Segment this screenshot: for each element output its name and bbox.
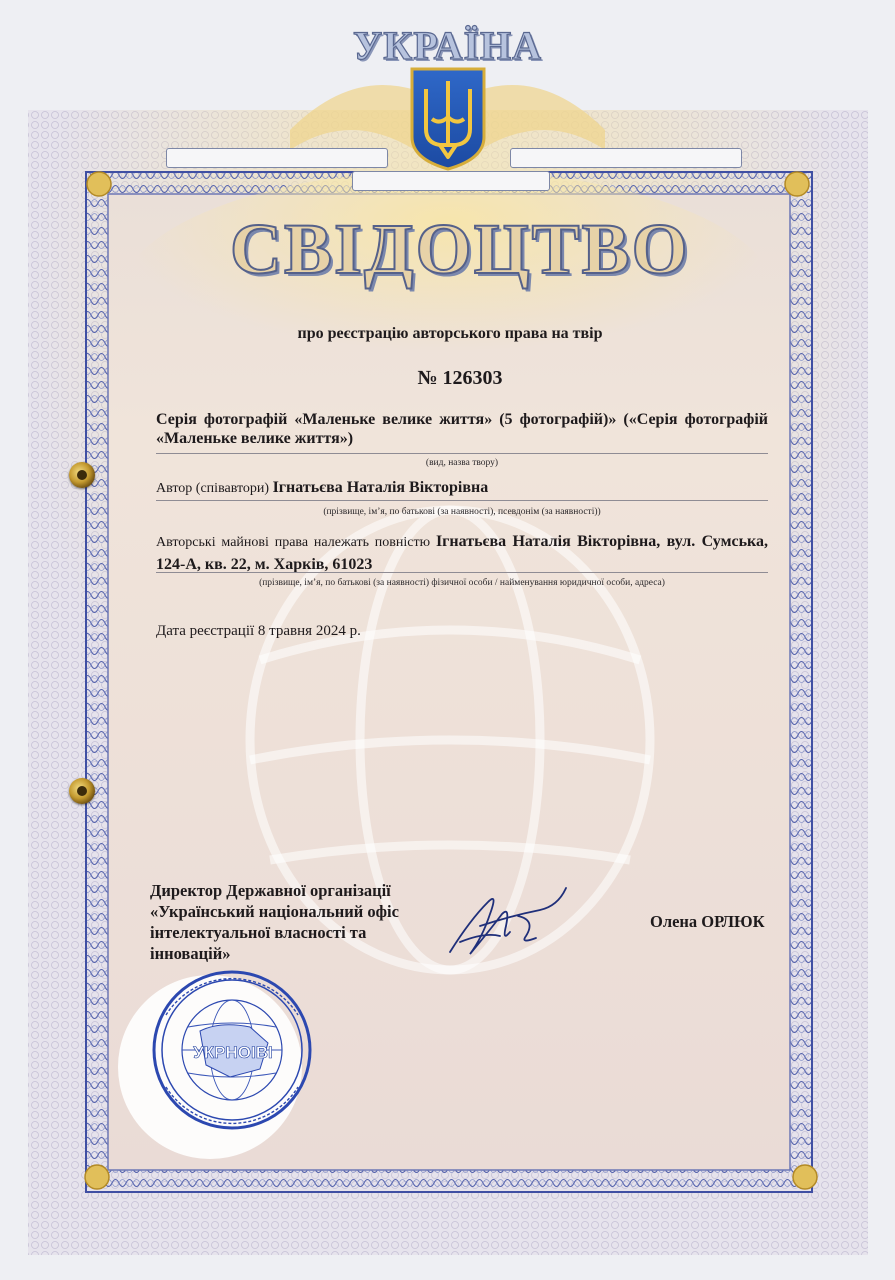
ribbon-tab-right [510, 148, 742, 168]
work-caption: (вид, назва твору) [425, 458, 499, 468]
signer-name: Олена ОРЛЮК [650, 912, 765, 931]
signature-icon [440, 880, 570, 965]
stamp-seal-icon [110, 965, 335, 1170]
country-name: УКРАЇНА [352, 23, 543, 68]
divider [156, 572, 768, 573]
certificate-number: № 126303 [417, 367, 503, 389]
owner-label: Авторські майнові права належать повністю [156, 535, 431, 550]
ribbon-tab-left [166, 148, 388, 168]
author-label: Автор (співавтори) [156, 481, 270, 496]
certificate-subtitle: про реєстрацію авторського права на твір [297, 325, 603, 342]
director-title: Директор Державної організації «Український національний офіс інтелектуальної власності та інновацій» [150, 881, 399, 963]
author-name: Ігнатьєва Наталія Вікторівна [272, 479, 489, 496]
certificate-title: СВІДОЦТВО [230, 209, 690, 289]
stamp-text: УКРНОІВІ [193, 1043, 273, 1062]
ribbon-tab-center [352, 171, 550, 191]
rights-owner [156, 531, 768, 577]
divider [156, 500, 768, 501]
rivet-bottom [69, 778, 95, 804]
work-title: Серія фотографій «Маленьке велике життя» (5 фотографій)» («Серія фотографій «Маленьке велике життя») [156, 411, 768, 447]
owner-value: Ігнатьєва Наталія Вікторівна, вул. Сумська, 124-А, кв. 22, м. Харків, 61023 [156, 533, 769, 573]
divider [156, 453, 768, 454]
author-caption: (прізвище, ім’я, по батькові (за наявності), псевдонім (за наявності)) [323, 507, 601, 517]
rivet-top [69, 462, 95, 488]
registration-date: Дата реєстрації 8 травня 2024 р. [156, 623, 361, 639]
owner-caption: (прізвище, ім’я, по батькові (за наявності) фізичної особи / найменування юридичної особи, адреса) [259, 578, 665, 588]
author-row [156, 479, 768, 497]
official-stamp [110, 965, 335, 1170]
trident-coat-of-arms-icon [410, 67, 486, 171]
